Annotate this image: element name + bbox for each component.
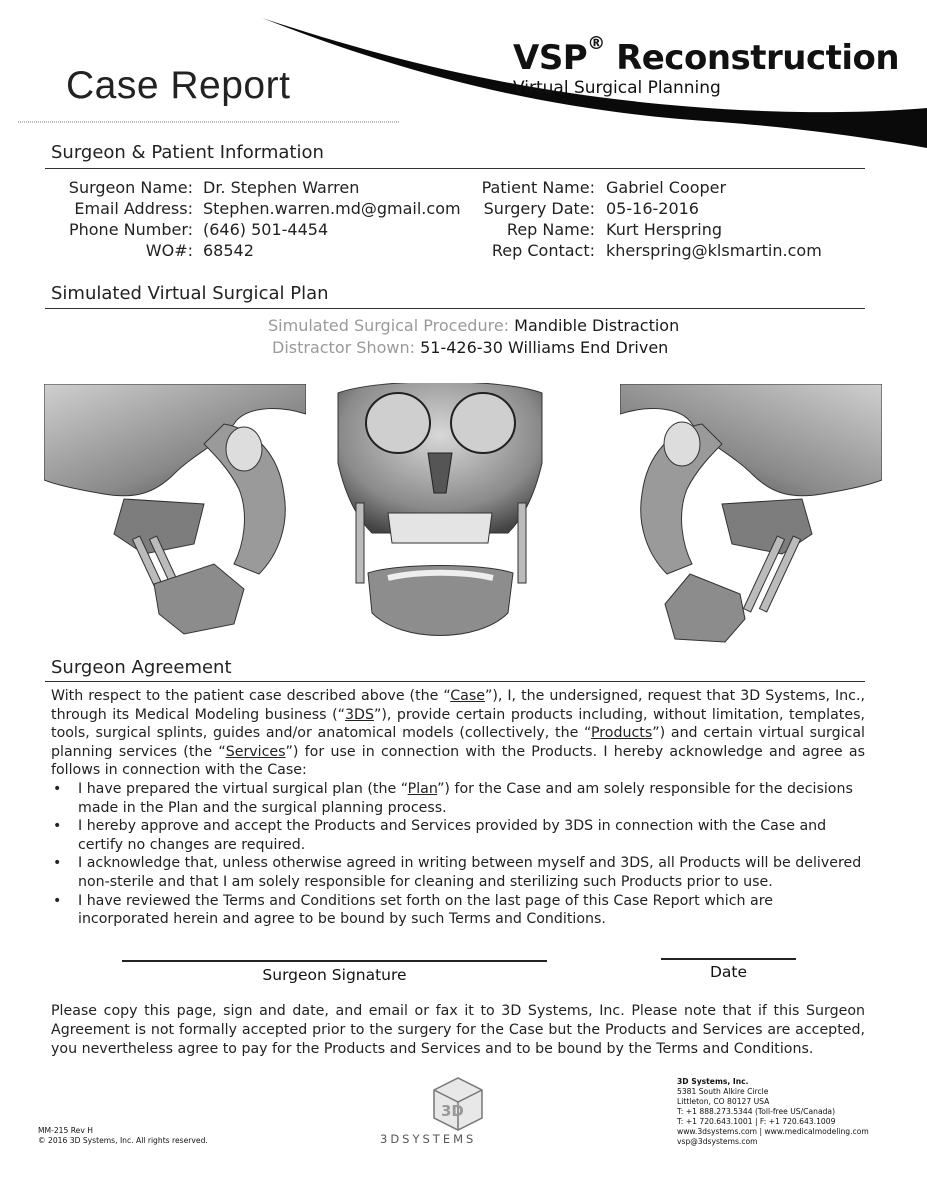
section-heading-plan: Simulated Virtual Surgical Plan bbox=[51, 283, 329, 304]
wo-value: 68542 bbox=[203, 241, 254, 260]
copyright-text: © 2016 3D Systems, Inc. All rights reserved. bbox=[38, 1136, 208, 1145]
email-value: Stephen.warren.md@gmail.com bbox=[203, 199, 461, 218]
footer-paragraph: Please copy this page, sign and date, and email or fax it to 3D Systems, Inc. Please note that if this Surgeon Agreement is not formally accepted prior to the surgery for the Case but the Products and Services are accepted, you nevertheless agree to pay for the Products and Services and to be bound by the Terms and Conditions. bbox=[51, 1003, 865, 1057]
section-divider bbox=[45, 168, 865, 169]
contact-info: 3D Systems, Inc. 5381 South Alkire Circle Littleton, CO 80127 USA T: +1 888.273.5344 (Toll-free US/Canada) T: +1 720.643.1001 | F: +1 720.643.1009 www.3dsystems.com | www.medicalmodeling.com vsp@3dsystems.com bbox=[677, 1077, 869, 1146]
form-id: MM-215 Rev H bbox=[38, 1126, 93, 1135]
brand-subtitle: Virtual Surgical Planning bbox=[513, 78, 721, 98]
patient-name-value: Gabriel Cooper bbox=[606, 178, 727, 197]
phone-value: (646) 501-4454 bbox=[203, 220, 329, 239]
section-divider bbox=[45, 308, 865, 309]
3d-systems-logo-text: 3DSYSTEMS bbox=[380, 1132, 477, 1146]
distractor-value: 51-426-30 Williams End Driven bbox=[420, 338, 669, 357]
surgeon-name-value: Dr. Stephen Warren bbox=[203, 178, 360, 197]
signature-line[interactable] bbox=[122, 960, 547, 962]
skull-frontal-image bbox=[328, 383, 552, 649]
3d-systems-logo-icon bbox=[426, 1076, 490, 1132]
date-line[interactable] bbox=[661, 958, 796, 960]
surgeon-name-label: Surgeon Name: bbox=[68, 178, 193, 197]
skull-right-lateral-image bbox=[620, 384, 882, 648]
surgery-date-label: Surgery Date: bbox=[483, 199, 595, 218]
wo-label: WO#: bbox=[145, 241, 193, 260]
surgery-date-value: 05-16-2016 bbox=[606, 199, 699, 218]
phone-label: Phone Number: bbox=[68, 220, 193, 239]
procedure-line bbox=[268, 316, 679, 335]
distractor-label: Distractor Shown: bbox=[272, 338, 415, 357]
surgeon-info-block bbox=[0, 178, 927, 268]
agreement-bullet-list bbox=[51, 780, 865, 929]
procedure-value: Mandible Distraction bbox=[514, 316, 680, 335]
section-heading-agreement: Surgeon Agreement bbox=[51, 657, 232, 678]
list-item: • I have prepared the virtual surgical plan (the “Plan”) for the Case and am solely responsible for the decisions made in the Plan and the surgical planning process. bbox=[51, 780, 865, 817]
email-label: Email Address: bbox=[74, 199, 193, 218]
agreement-text bbox=[51, 687, 865, 929]
distractor-line bbox=[272, 338, 668, 357]
surgeon-signature-label: Surgeon Signature bbox=[262, 966, 407, 984]
agreement-intro-paragraph: With respect to the patient case described above (the “Case”), I, the undersigned, request that 3D Systems, Inc., through its Medical Modeling business (“3DS”), provide certain products including, without limitation, templates, tools, surgical splints, guides and/or anatomical models (collectively, the “Products”) and certain virtual surgical planning services (the “Services”) for use in connection with the Products. I hereby acknowledge and agree as follows in connection with the Case: bbox=[51, 688, 866, 779]
rep-name-label: Rep Name: bbox=[506, 220, 595, 239]
list-item: • I have reviewed the Terms and Conditions set forth on the last page of this Case Report which are incorporated herein and agree to be bound by such Terms and Conditions. bbox=[51, 892, 865, 929]
procedure-label: Simulated Surgical Procedure: bbox=[268, 316, 510, 335]
brand-title: VSP® Reconstruction bbox=[513, 32, 900, 78]
rep-contact-value: kherspring@klsmartin.com bbox=[606, 241, 822, 260]
list-item: • I hereby approve and accept the Products and Services provided by 3DS in connection with the Case and certify no changes are required. bbox=[51, 817, 865, 854]
section-divider bbox=[45, 681, 865, 682]
skull-left-lateral-image bbox=[44, 384, 306, 648]
rep-contact-label: Rep Contact: bbox=[491, 241, 595, 260]
patient-name-label: Patient Name: bbox=[481, 178, 595, 197]
date-label: Date bbox=[709, 963, 748, 981]
svg-text:3D: 3D bbox=[441, 1102, 464, 1120]
section-heading-surgeon-patient: Surgeon & Patient Information bbox=[51, 142, 324, 163]
rep-name-value: Kurt Herspring bbox=[606, 220, 723, 239]
list-item: • I acknowledge that, unless otherwise agreed in writing between myself and 3DS, all Products will be delivered non-sterile and that I am solely responsible for cleaning and sterilizing such Products prior to use. bbox=[51, 854, 865, 891]
page-title: Case Report bbox=[66, 64, 291, 107]
